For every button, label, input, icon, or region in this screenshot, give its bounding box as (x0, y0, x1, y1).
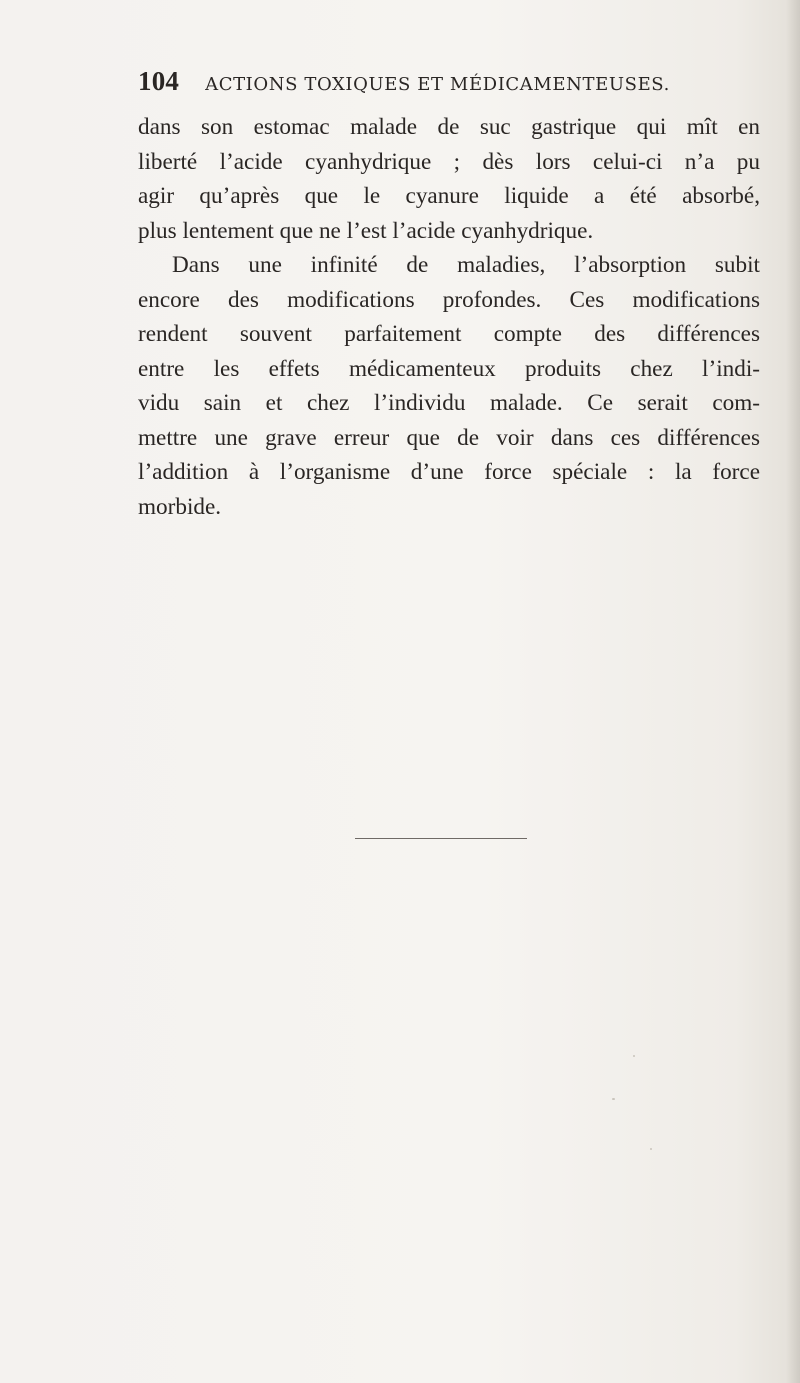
text-line: dans son estomac malade de suc gastrique qui mît en (138, 114, 760, 140)
text-line: vidu sain et chez l’individu malade. Ce serait com- (138, 390, 760, 416)
paper-speck (612, 1098, 615, 1100)
paper-speck (633, 1055, 635, 1057)
text-line: mettre une grave erreur que de voir dans ces différences (138, 424, 760, 451)
running-title: ACTIONS TOXIQUES ET MÉDICAMENTEUSES. (205, 74, 670, 95)
text-line: encore des modifications profondes. Ces modifications (138, 286, 760, 313)
running-head (138, 66, 758, 100)
end-rule (355, 838, 527, 839)
page-edge-shadow (786, 0, 800, 1383)
text-line: agir qu’après que le cyanure liquide a été absorbé, (138, 183, 760, 209)
text-line: rendent souvent parfaitement compte des différences (138, 321, 760, 347)
text-line: morbide. (138, 493, 222, 520)
text-line: plus lentement que ne l’est l’acide cyanhydrique. (138, 217, 594, 244)
text-line: entre les effets médicamenteux produits chez l’indi- (138, 355, 760, 382)
paragraph-start-line: Dans une infinité de maladies, l’absorption subit (172, 252, 760, 278)
page-number: 104 (138, 66, 180, 96)
paper-speck (650, 1148, 652, 1150)
text-line: liberté l’acide cyanhydrique ; dès lors celui-ci n’a pu (138, 148, 760, 175)
text-line: l’addition à l’organisme d’une force spéciale : la force (138, 459, 760, 485)
body-text (138, 110, 760, 524)
